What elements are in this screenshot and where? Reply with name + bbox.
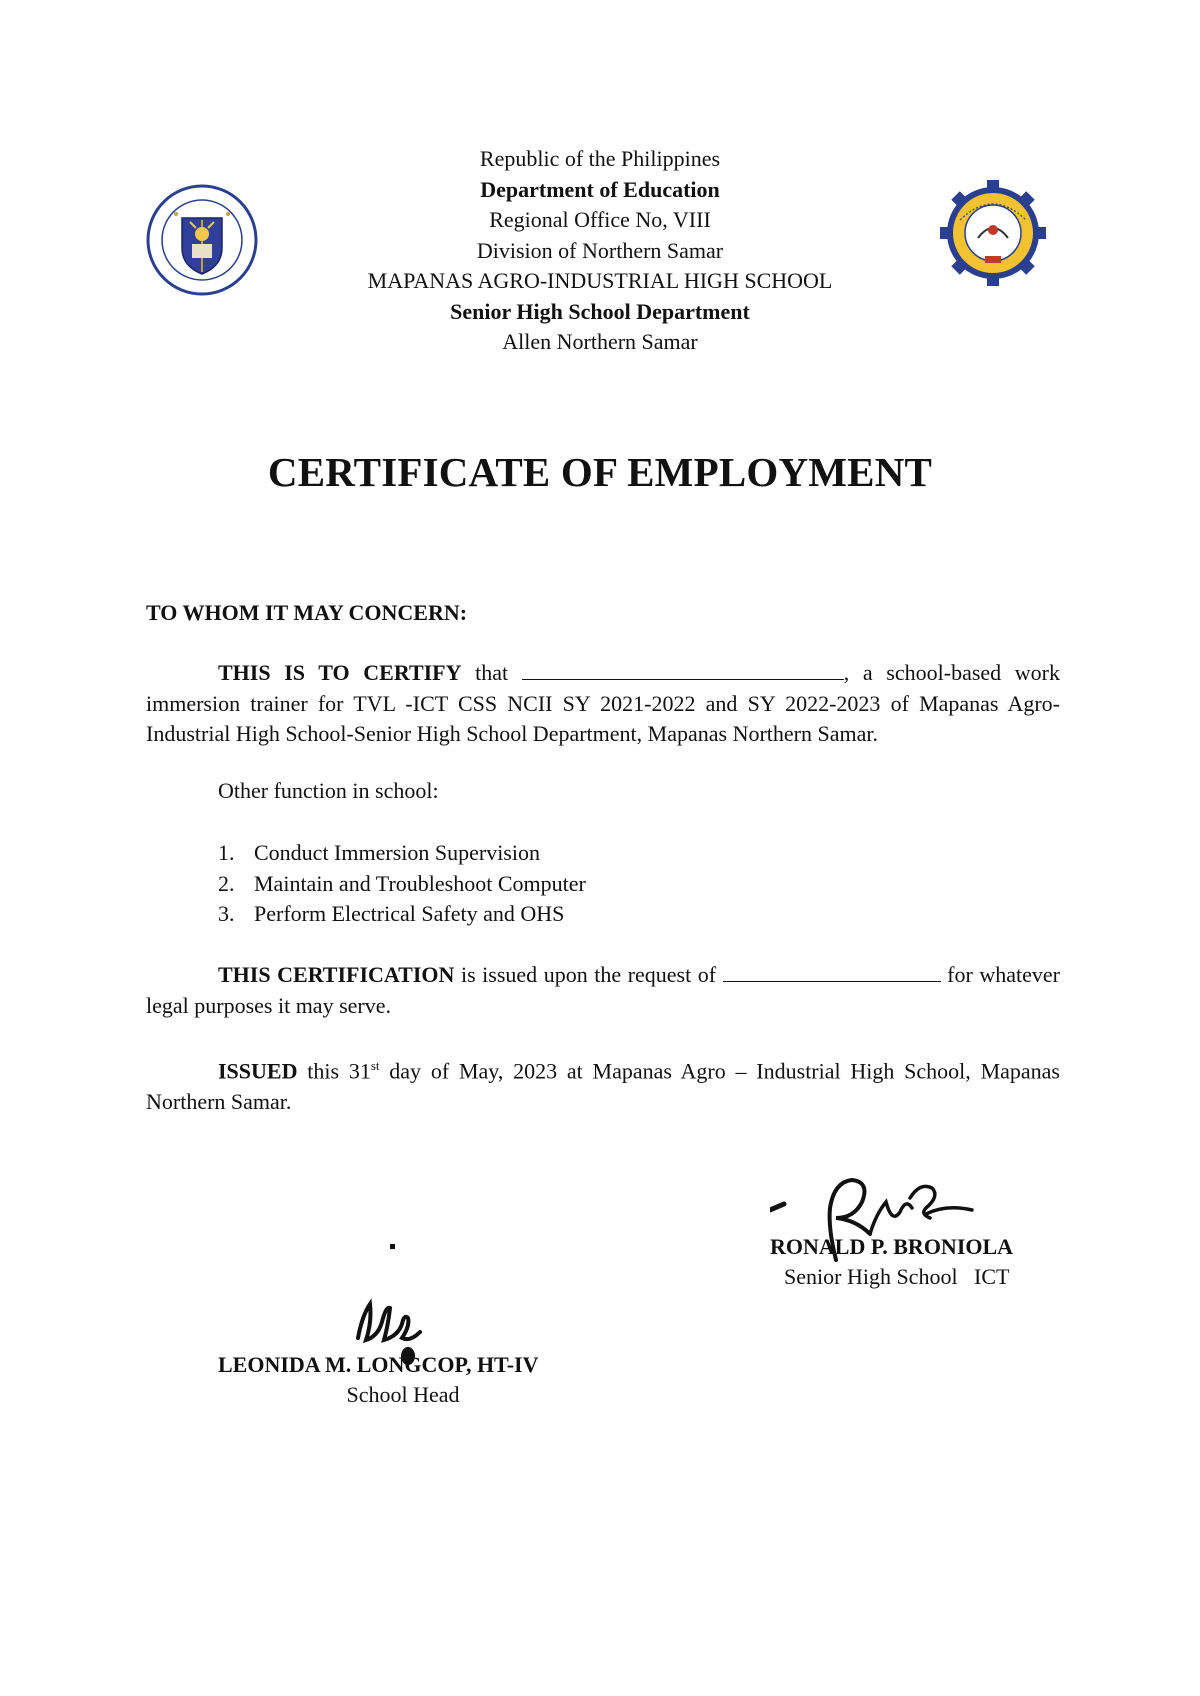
certification-lead: THIS CERTIFICATION (218, 962, 455, 987)
issued-text-a: this 31 (297, 1058, 371, 1084)
certification-paragraph (146, 960, 1060, 1021)
list-number: 2. (218, 870, 235, 896)
salutation: TO WHOM IT MAY CONCERN: (146, 600, 468, 625)
document-title: CERTIFICATE OF EMPLOYMENT (267, 449, 933, 495)
certify-paragraph (146, 658, 1060, 750)
signatory2-title: School Head (346, 1382, 460, 1407)
issued-text-b: day of May, 2023 at Mapanas Agro – Industrial High School, Mapanas Northern Samar. (146, 1058, 1060, 1114)
certify-text-b: , a school-based work immersion trainer for TVL -ICT CSS NCII SY 2021-2022 and SY 2022-2023 of Mapanas Agro-Industrial High School-Senior High School Department, Mapanas Northern Samar. (146, 660, 1061, 746)
list-text: Maintain and Troubleshoot Computer (254, 870, 586, 896)
stray-mark (390, 1244, 395, 1249)
certify-lead: THIS IS TO CERTIFY (218, 660, 462, 685)
certification-text-b: for whatever legal purposes it may serve. (146, 962, 1061, 1018)
letterhead-country: Republic of the Philippines (479, 146, 721, 171)
issued-lead: ISSUED (218, 1058, 298, 1084)
requester-name-blank (723, 961, 941, 982)
certify-text-a: that (461, 660, 522, 685)
list-number: 3. (218, 901, 235, 926)
list-item (218, 869, 586, 900)
signatory1-title: Senior High School ICT (784, 1264, 1010, 1289)
employee-name-blank (522, 659, 844, 680)
letterhead-address: Allen Northern Samar (502, 329, 698, 354)
list-item (218, 838, 586, 869)
letterhead-school: MAPANAS AGRO-INDUSTRIAL HIGH SCHOOL (367, 268, 833, 293)
ordinal-suffix: st (370, 1058, 380, 1073)
letterhead-region: Regional Office No, VIII (489, 207, 711, 232)
signatory1-name: RONALD P. BRONIOLA (770, 1234, 1014, 1259)
school-gear-seal-icon (938, 178, 1048, 288)
letterhead-department: Department of Education (480, 176, 720, 202)
functions-list (218, 838, 586, 930)
list-item (218, 899, 586, 930)
list-text: Conduct Immersion Supervision (254, 840, 540, 865)
list-text: Perform Electrical Safety and OHS (254, 901, 565, 926)
issued-paragraph (146, 1051, 1060, 1117)
list-number: 1. (218, 840, 235, 865)
other-functions-label: Other function in school: (218, 778, 439, 803)
deped-seal-icon (146, 184, 258, 296)
certification-text-a: is issued upon the request of (454, 962, 723, 987)
letterhead-department-unit: Senior High School Department (450, 298, 750, 324)
signatory2-name: LEONIDA M. LONGCOP, HT-IV (218, 1352, 539, 1377)
letterhead-division: Division of Northern Samar (476, 237, 724, 263)
